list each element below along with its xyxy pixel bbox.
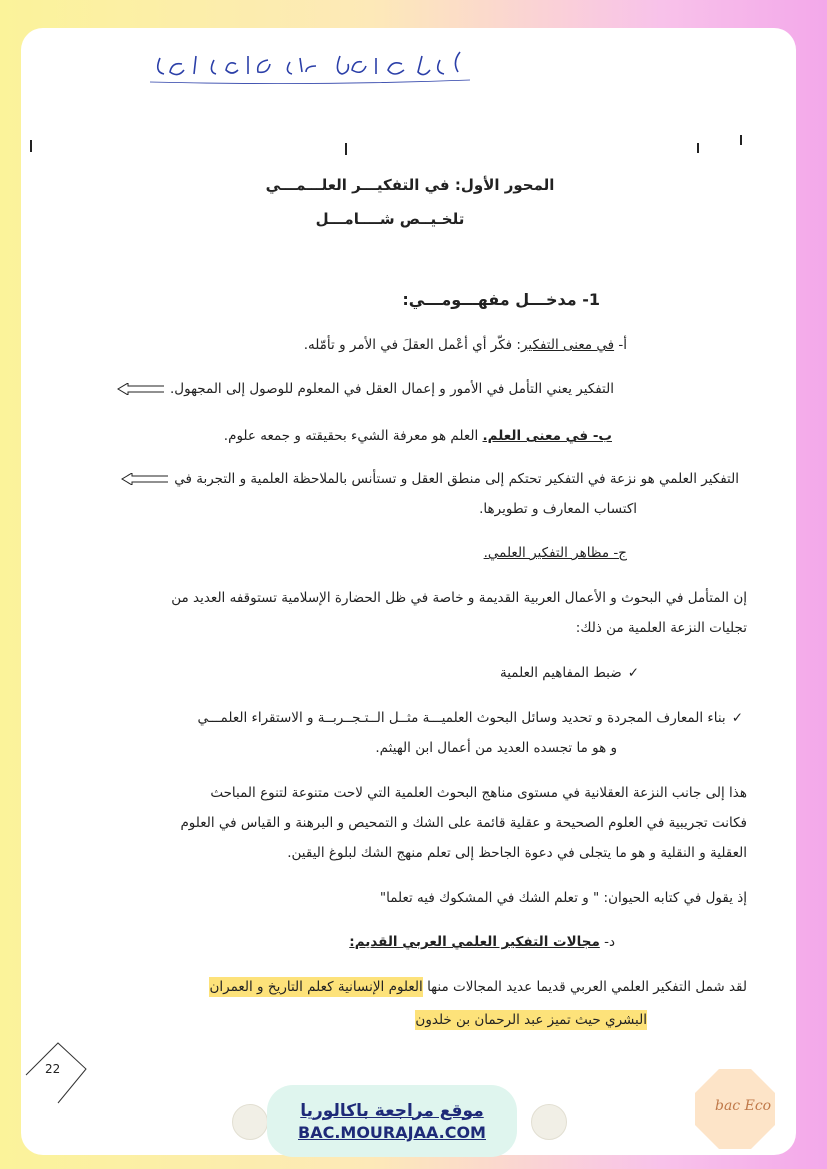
paragraph-d-1-text: لقد شمل التفكير العلمي العربي قديما عديد المجالات منها xyxy=(422,979,747,995)
checkmark-icon: ✓ xyxy=(627,665,639,681)
scan-mark xyxy=(697,143,699,153)
paragraph-2-3: العقلية و النقلية و هو ما يتجلى في دعوة الجاحظ إلى تعلم منهج الشك لبلوغ اليقين. xyxy=(287,845,747,861)
axis-title: المحور الأول: في التفكيـــر العلـــمـــي xyxy=(265,176,555,194)
scan-mark xyxy=(740,135,742,145)
definition-b-text: العلم هو معرفة الشيء بحقيقته و جمعه علوم. xyxy=(223,428,483,444)
arrow-line-b-text: التفكير العلمي هو نزعة في التفكير تحتكم إلى منطق العقل و تستأنس بالملاحظة العلمية و التجربة في xyxy=(174,471,739,487)
paragraph-2-1: هذا إلى جانب النزعة العقلانية في مستوى مناهج البحوث العلمية التي لاحت متنوعة لتنوع المباحث xyxy=(210,785,747,801)
check-item-2-cont: و هو ما تجسده العديد من أعمال ابن الهيثم. xyxy=(375,740,617,756)
arrow-line-a-text: التفكير يعني التأمل في الأمور و إعمال العقل في المعلوم للوصول إلى المجهول. xyxy=(170,381,614,397)
paragraph-d-2 xyxy=(415,1012,647,1028)
summary-title: تلخـيــص شــــامـــل xyxy=(315,210,465,228)
left-arrow-icon xyxy=(120,473,170,485)
section-d-title: مجالات التفكير العلمي العربي القديم: xyxy=(349,934,600,950)
item-label: د- xyxy=(604,934,615,950)
scan-mark xyxy=(345,143,347,155)
checkmark-icon: ✓ xyxy=(731,710,743,726)
definition-a-title: في معنى التفكير xyxy=(520,337,615,353)
scan-mark xyxy=(30,140,32,152)
check-item-1 xyxy=(500,665,639,681)
quote-line: إذ يقول في كتابه الحيوان: " و تعلم الشك في المشكوك فيه تعلما" xyxy=(379,890,747,906)
check-item-2 xyxy=(197,710,743,726)
arrow-line-a xyxy=(116,381,614,397)
highlighted-text: البشري حيث تميز عبد الرحمان بن خلدون xyxy=(415,1012,647,1028)
page-number: 22 xyxy=(45,1062,61,1076)
item-label: أ- xyxy=(618,337,627,353)
check-item-1-text: ضبط المفاهيم العلمية xyxy=(500,665,622,681)
site-logo-icon xyxy=(531,1104,567,1140)
definition-a-text: : فكّر أي أعْمل العقلَ في الأمر و تأمّله. xyxy=(303,337,521,353)
handwritten-note xyxy=(140,38,480,88)
section-d xyxy=(349,934,615,950)
section-c-title: ج- مظاهر التفكير العلمي. xyxy=(483,545,627,561)
paragraph-c-2: تجليات النزعة العلمية من ذلك: xyxy=(575,620,747,636)
check-item-2-text: بناء المعارف المجردة و تحديد وسائل البحوث العلميـــة مثــل الــتـجــربــة و الاستقراء العلمـــي xyxy=(197,710,726,726)
definition-b xyxy=(224,428,612,444)
section-heading: 1- مدخـــل مفهـــومـــي: xyxy=(402,290,600,309)
footer-site-url[interactable]: BAC.MOURAJAA.COM xyxy=(298,1122,486,1142)
definition-a xyxy=(304,337,627,353)
bac-eco-label: bac Eco xyxy=(715,1098,772,1114)
definition-b-title: ب- في معنى العلم. xyxy=(482,428,612,444)
site-logo-icon xyxy=(232,1104,268,1140)
left-arrow-icon xyxy=(116,383,166,395)
paragraph-2-2: فكانت تجريبية في العلوم الصحيحة و عقلية قائمة على الشك و التمحيص و البرهنة و القياس في العلوم xyxy=(180,815,747,831)
footer-site-link[interactable] xyxy=(267,1085,517,1157)
footer-site-arabic[interactable]: موقع مراجعة باكالوريا xyxy=(300,1100,484,1121)
arrow-line-b-cont: اكتساب المعارف و تطويرها. xyxy=(479,501,637,517)
paragraph-d-1 xyxy=(209,979,747,995)
paragraph-c-1: إن المتأمل في البحوث و الأعمال العربية القديمة و خاصة في ظل الحضارة الإسلامية تستوقفه العديد من xyxy=(171,590,747,606)
arrow-line-b xyxy=(120,471,739,487)
highlighted-text: العلوم الإنسانية كعلم التاريخ و العمران xyxy=(209,979,423,995)
